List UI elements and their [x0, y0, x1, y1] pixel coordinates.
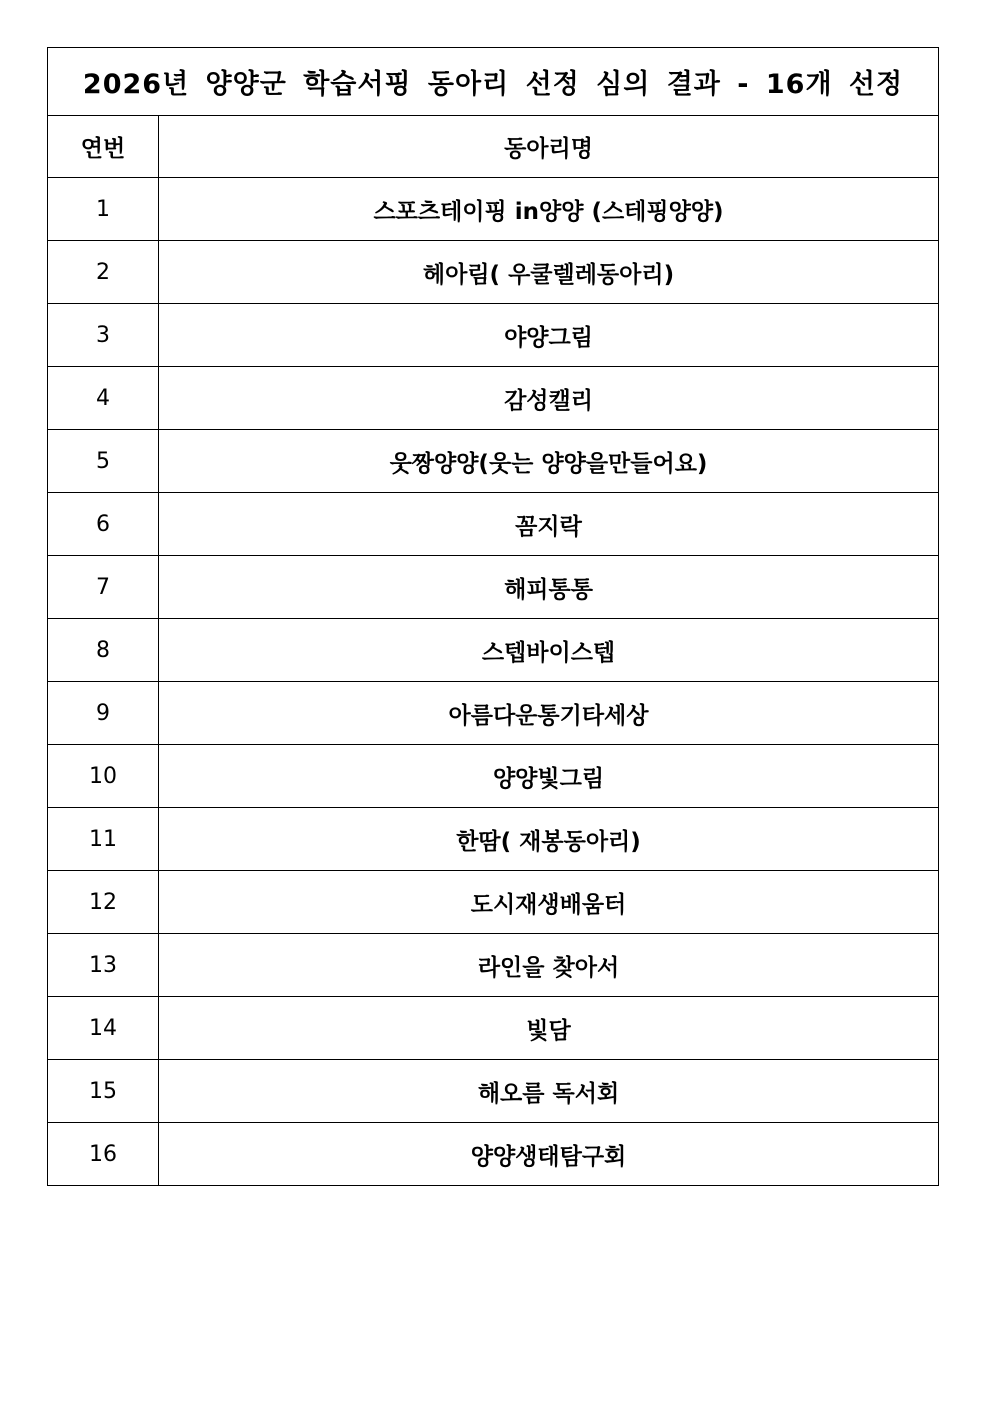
table-row — [48, 871, 939, 934]
club-name: 웃짱양양(웃는 양양을만들어요) — [159, 430, 939, 493]
title-row — [48, 48, 939, 116]
club-name: 도시재생배움터 — [159, 871, 939, 934]
table-row — [48, 430, 939, 493]
table-row — [48, 178, 939, 241]
club-name: 라인을 찾아서 — [159, 934, 939, 997]
club-name: 한땀( 재봉동아리) — [159, 808, 939, 871]
table-row — [48, 304, 939, 367]
row-number: 6 — [48, 493, 159, 556]
row-number: 2 — [48, 241, 159, 304]
club-name: 양양빛그림 — [159, 745, 939, 808]
row-number: 8 — [48, 619, 159, 682]
table-row — [48, 241, 939, 304]
row-number: 12 — [48, 871, 159, 934]
row-number: 3 — [48, 304, 159, 367]
club-name: 스포츠테이핑 in양양 (스테핑양양) — [159, 178, 939, 241]
club-name: 해피통통 — [159, 556, 939, 619]
row-number: 9 — [48, 682, 159, 745]
table-row — [48, 745, 939, 808]
row-number: 11 — [48, 808, 159, 871]
club-name: 빛담 — [159, 997, 939, 1060]
row-number: 13 — [48, 934, 159, 997]
table-row — [48, 619, 939, 682]
club-name: 아름다운통기타세상 — [159, 682, 939, 745]
table-row — [48, 493, 939, 556]
row-number: 15 — [48, 1060, 159, 1123]
row-number: 5 — [48, 430, 159, 493]
club-name: 야양그림 — [159, 304, 939, 367]
table-row — [48, 1060, 939, 1123]
row-number: 7 — [48, 556, 159, 619]
table-row — [48, 934, 939, 997]
table-row — [48, 1123, 939, 1186]
header-club-name: 동아리명 — [159, 116, 939, 178]
row-number: 1 — [48, 178, 159, 241]
table-row — [48, 808, 939, 871]
table-row — [48, 997, 939, 1060]
club-name: 해오름 독서회 — [159, 1060, 939, 1123]
row-number: 14 — [48, 997, 159, 1060]
club-name: 양양생태탐구회 — [159, 1123, 939, 1186]
club-name: 꼼지락 — [159, 493, 939, 556]
club-name: 감성캘리 — [159, 367, 939, 430]
club-name: 스텝바이스텝 — [159, 619, 939, 682]
document-title: 2026년 양양군 학습서핑 동아리 선정 심의 결과 - 16개 선정 — [48, 48, 939, 116]
selection-results-table — [47, 47, 939, 1186]
row-number: 16 — [48, 1123, 159, 1186]
row-number: 10 — [48, 745, 159, 808]
header-row — [48, 116, 939, 178]
club-name: 헤아림( 우쿨렐레동아리) — [159, 241, 939, 304]
table-row — [48, 682, 939, 745]
row-number: 4 — [48, 367, 159, 430]
table-row — [48, 556, 939, 619]
header-number: 연번 — [48, 116, 159, 178]
table-row — [48, 367, 939, 430]
